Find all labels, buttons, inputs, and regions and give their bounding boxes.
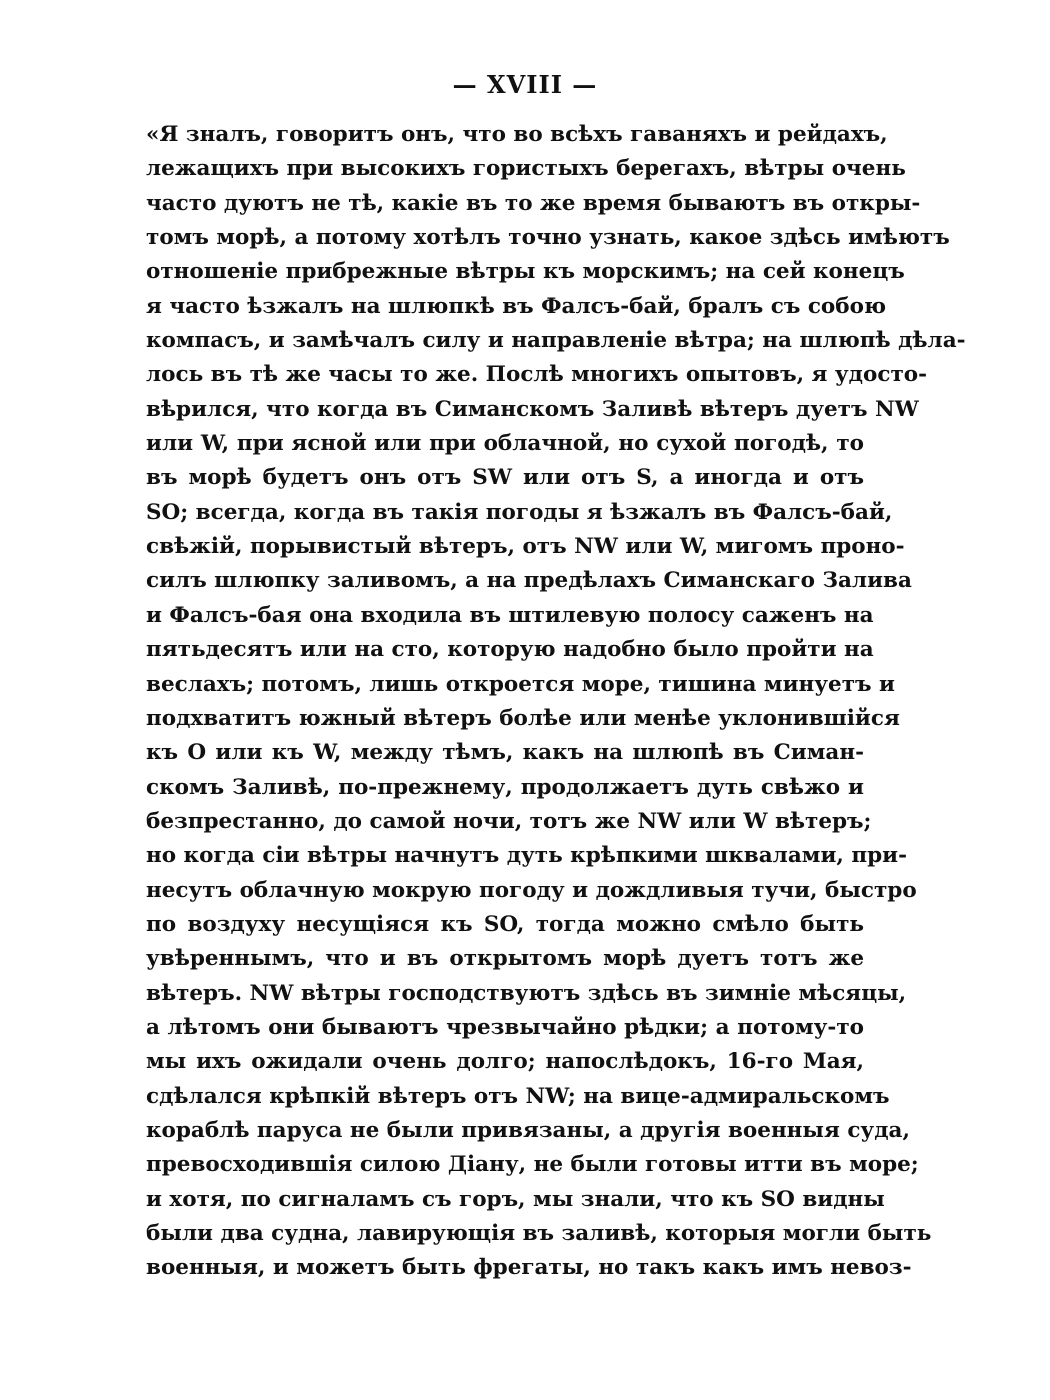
text-line: «Я зналъ, говоритъ онъ, что во всѣхъ гаваняхъ и рейдахъ,: [146, 122, 888, 147]
text-line: въ морѣ будетъ онъ отъ SW или отъ S, а иногда и отъ: [146, 465, 864, 491]
text-line: силъ шлюпку заливомъ, а на предѣлахъ Симанскаго Залива: [146, 568, 912, 594]
text-line: томъ морѣ, а потому хотѣлъ точно узнать, какое здѣсь имѣютъ: [146, 225, 950, 251]
text-line: къ O или къ W, между тѣмъ, какъ на шлюпѣ въ Симан-: [146, 740, 864, 766]
text-line: лежащихъ при высокихъ гористыхъ берегахъ, вѣтры очень: [146, 156, 906, 182]
page-number: — XVIII —: [452, 70, 598, 99]
text-line: а лѣтомъ они бываютъ чрезвычайно рѣдки; а потому-то: [146, 1014, 864, 1040]
text-line: пятьдесятъ или на сто, которую надобно было пройти на: [146, 637, 874, 663]
text-line: несутъ облачную мокрую погоду и дождливыя тучи, быстро: [146, 877, 917, 903]
text-line: но когда сіи вѣтры начнутъ дуть крѣпкими шквалами, при-: [146, 843, 908, 869]
text-line: веслахъ; потомъ, лишь откроется море, тишина минуетъ и: [146, 671, 895, 697]
text-line: SO; всегда, когда въ такія погоды я ѣзжалъ въ Фалсъ-бай,: [146, 499, 893, 525]
text-line: или W, при ясной или при облачной, но сухой погодѣ, то: [146, 431, 864, 457]
text-line: увѣреннымъ, что и въ открытомъ морѣ дуетъ тотъ же: [146, 946, 864, 972]
text-line: скомъ Заливѣ, по-прежнему, продолжаетъ дуть свѣжо и: [146, 774, 864, 800]
text-line: подхватитъ южный вѣтеръ болѣе или менѣе уклонившійся: [146, 705, 900, 731]
text-line: я часто ѣзжалъ на шлюпкѣ въ Фалсъ-бай, бралъ съ собою: [146, 293, 886, 319]
text-line: лось въ тѣ же часы то же. Послѣ многихъ опытовъ, я удосто-: [146, 362, 928, 388]
text-line: кораблѣ паруса не были привязаны, а другія военныя суда,: [146, 1117, 910, 1143]
text-line: по воздуху несущіяся къ SO, тогда можно смѣло быть: [146, 911, 864, 937]
text-line: мы ихъ ожидали очень долго; напослѣдокъ, 16-го Мая,: [146, 1049, 864, 1075]
text-line: военныя, и можетъ быть фрегаты, но такъ какъ имъ невоз-: [146, 1255, 912, 1281]
text-line: и Фалсъ-бая она входила въ штилевую полосу саженъ на: [146, 602, 874, 628]
text-line: свѣжій, порывистый вѣтеръ, отъ NW или W, мигомъ проно-: [146, 534, 905, 560]
body-text: [146, 118, 966, 1286]
text-line: отношеніе прибрежные вѣтры къ морскимъ; на сей конецъ: [146, 259, 905, 285]
text-line: превосходившія силою Діану, не были готовы итти въ море;: [146, 1152, 919, 1178]
text-line: компасъ, и замѣчалъ силу и направленіе вѣтра; на шлюпѣ дѣла-: [146, 328, 966, 354]
text-line: вѣтеръ. NW вѣтры господствуютъ здѣсь въ зимніе мѣсяцы,: [146, 980, 907, 1006]
text-line: были два судна, лавирующія въ заливѣ, которыя могли быть: [146, 1221, 932, 1246]
text-line: и хотя, по сигналамъ съ горъ, мы знали, что къ SO видны: [146, 1186, 885, 1212]
text-line: часто дуютъ не тѣ, какіе въ то же время бываютъ въ откры-: [146, 190, 921, 216]
text-line: вѣрился, что когда въ Симанскомъ Заливѣ вѣтеръ дуетъ NW: [146, 396, 919, 422]
text-line: безпрестанно, до самой ночи, тотъ же NW или W вѣтеръ;: [146, 808, 872, 834]
text-line: сдѣлался крѣпкій вѣтеръ отъ NW; на вице-адмиральскомъ: [146, 1083, 890, 1109]
